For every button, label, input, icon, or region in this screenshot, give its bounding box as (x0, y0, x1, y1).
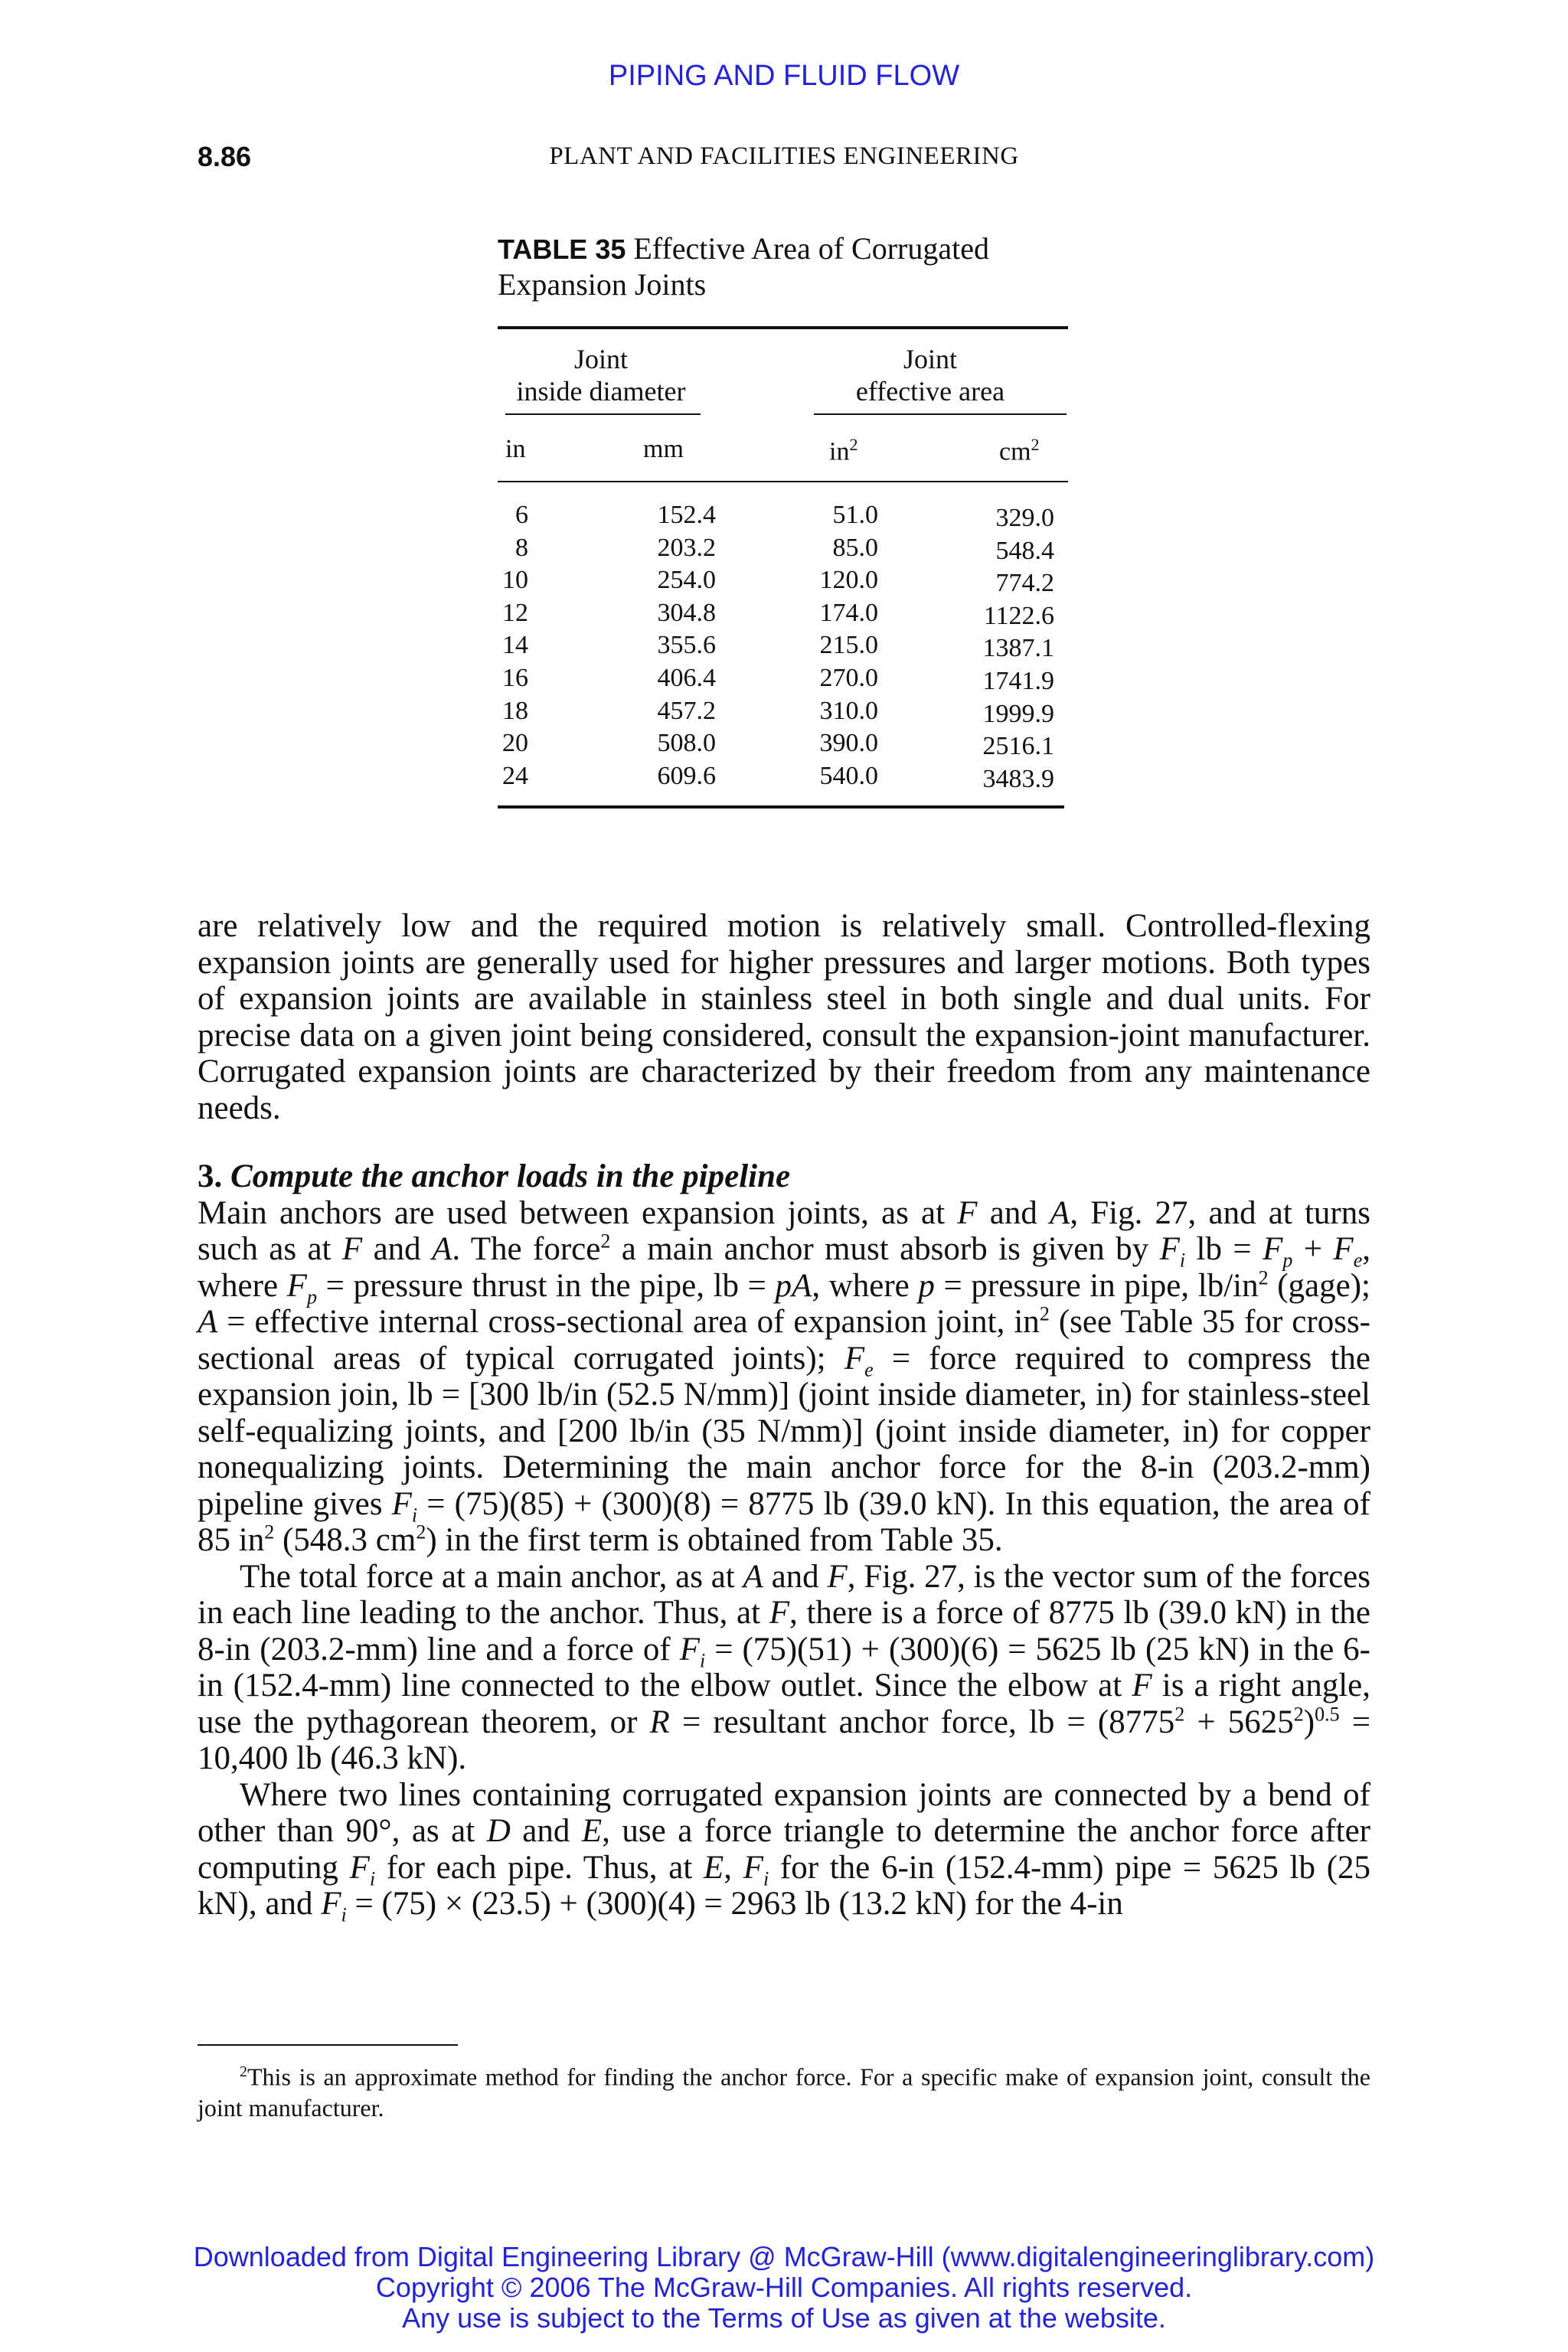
table-header-rule (498, 481, 1068, 482)
cell: 85.0 (832, 533, 878, 562)
cell: 329.0 (995, 504, 1054, 532)
cell: 203.2 (657, 533, 716, 562)
expansion-joint-table (498, 322, 1072, 827)
cell: 51.0 (832, 501, 878, 529)
body-text (198, 908, 1371, 1926)
footer-copyright-line: Copyright © 2006 The McGraw-Hill Companies. All rights reserved. (375, 2272, 1193, 2303)
cell: 215.0 (819, 631, 878, 660)
header-area-line1: Joint (903, 344, 957, 374)
cell: 174.0 (819, 598, 878, 627)
column-mm (620, 499, 716, 792)
cell: 390.0 (819, 729, 878, 758)
header-group-diameter (498, 343, 704, 407)
footer-terms-line: Any use is subject to the Terms of Use as given at the website. (402, 2302, 1166, 2334)
column-area-cm2 (949, 502, 1054, 795)
diameter-group-rule (505, 413, 701, 415)
cell: 457.2 (657, 696, 716, 725)
unit-cm2: $cm^2$ (999, 435, 1040, 466)
running-head: PLANT AND FACILITIES ENGINEERING (549, 142, 1019, 170)
cell: 2516.1 (982, 732, 1054, 761)
cell: 355.6 (657, 631, 716, 660)
cell: 1387.1 (982, 634, 1054, 663)
cell: 254.0 (657, 566, 716, 595)
cell: 508.0 (657, 729, 716, 758)
cell: 14 (502, 631, 528, 660)
page-banner: PIPING AND FLUID FLOW (608, 60, 960, 92)
table-bottom-rule (498, 805, 1064, 808)
unit-mm: mm (643, 435, 684, 463)
header-group-area (815, 343, 1045, 407)
cell: 774.2 (995, 569, 1054, 598)
header-diameter-line1: Joint (573, 344, 628, 374)
cell: 10 (502, 566, 528, 595)
page-number: 8.86 (198, 141, 252, 172)
table-caption (498, 231, 1080, 302)
paragraph-force-triangle: Where two lines containing corrugated expansion joints are connected by a bend of other than 90°, as at D and E, use a force triangle to determine the anchor force after computing $F_i$ for each pipe. Thus, at E, $F_i$ for the 6-in (152.4-mm) pipe = 5625 lb (25 kN), and $F_i = (75) \times (23.5) + (300)(4) = 2963$ lb (13.2 kN) for the 4-in (198, 1776, 1371, 1926)
cell: 8 (515, 533, 528, 562)
table-title-line1: Effective Area of Corrugated (633, 231, 989, 266)
cell: 548.4 (995, 536, 1054, 565)
cell: 18 (502, 696, 528, 725)
paragraph-total-force: The total force at a main anchor, as at A and F, Fig. 27, is the vector sum of the forces in each line leading to the anchor. Thus, at F, there is a force of 8775 lb (39.0 kN) in the 8-in (203.2-mm) line and a force of $F_i = (75)(51) + (300)(6) = 5625$ lb (25 kN) in the 6-in (152.4-mm) line connected to the elbow outlet. Since the elbow at F is a right angle, use the pythagorean theorem, or R = resultant anchor force, lb = $(8775^2 + 5625^2)^{0.5} = 10,400$ lb (46.3 kN). (198, 1558, 1371, 1776)
footnote-rule (198, 2044, 458, 2046)
cell: 1999.9 (982, 699, 1054, 728)
copyright-footer (0, 2242, 1568, 2334)
column-in (498, 499, 528, 792)
cell: 3483.9 (982, 764, 1054, 793)
table-label: TABLE 35 (498, 234, 626, 265)
paragraph-continuation: are relatively low and the required motion is relatively small. Controlled-flexing expansion joints are generally used for higher pressures and larger motions. Both types of expansion joints are available in stainless steel in both single and dual units. For precise data on a given joint being considered, consult the expansion-joint manufacturer. Corrugated expansion joints are characterized by their freedom from any maintenance needs. (198, 908, 1370, 1126)
footnote: $^2$This is an approximate method for finding the anchor force. For a specific make of expansion joint, consult the joint manufacturer. (198, 2063, 1370, 2122)
table-title-line2: Expansion Joints (498, 267, 707, 302)
header-area-line2: effective area (855, 376, 1005, 407)
cell: 152.4 (657, 501, 716, 529)
unit-in: in (505, 435, 526, 463)
cell: 20 (502, 729, 528, 758)
footer-download-line: Downloaded from Digital Engineering Library @ McGraw-Hill (www.digitalengineeringlibrary.com) (193, 2241, 1375, 2272)
cell: 304.8 (657, 598, 716, 627)
cell: 120.0 (819, 566, 878, 595)
cell: 12 (502, 598, 528, 627)
unit-in2: $in^2$ (829, 435, 858, 466)
cell: 406.4 (657, 663, 716, 692)
header-diameter-line2: inside diameter (516, 376, 686, 407)
step-heading: 3. Compute the anchor loads in the pipeline (198, 1158, 791, 1194)
cell: 609.6 (657, 761, 716, 790)
cell: 6 (515, 501, 528, 529)
cell: 24 (502, 761, 528, 790)
area-group-rule (814, 413, 1067, 415)
cell: 16 (502, 663, 528, 692)
cell: 540.0 (819, 761, 878, 790)
cell: 1741.9 (982, 666, 1054, 695)
cell: 1122.6 (983, 601, 1054, 630)
cell: 310.0 (819, 696, 878, 725)
cell: 270.0 (819, 663, 878, 692)
paragraph-anchor-loads: Main anchors are used between expansion joints, as at F and A, Fig. 27, and at turns such as at F and A. The force$^2$ a main anchor must absorb is given by $F_i$ lb = $F_p + F_e$, where $F_p$ = pressure thrust in the pipe, lb = pA, where p = pressure in pipe, $lb/in^2$ (gage); A = effective internal cross-sectional area of expansion joint, $in^2$ (see Table 35 for cross-sectional areas of typical corrugated joints); $F_e$ = force required to compress the expansion join, lb = [300 lb/in (52.5 N/mm)] (joint inside diameter, in) for stainless-steel self-equalizing joints, and [200 lb/in (35 N/mm)] (joint inside diameter, in) for copper nonequalizing joints. Determining the main anchor force for the 8-in (203.2-mm) pipeline gives $F_i = (75)(85) + (300)(8) = 8775$ lb (39.0 kN). In this equation, the area of 85 $in^2$ (548.3 $cm^2$) in the first term is obtained from Table 35. (198, 1194, 1371, 1558)
table-top-rule (498, 326, 1068, 329)
column-area-in2 (792, 499, 878, 792)
